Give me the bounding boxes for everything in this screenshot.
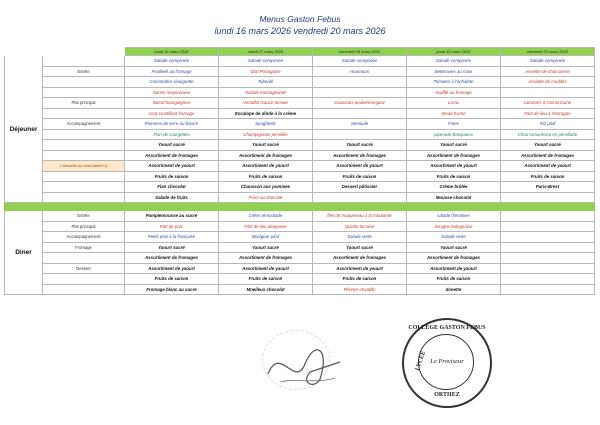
menu-row xyxy=(5,150,595,161)
dish-cell: Paris-Brest xyxy=(501,182,595,193)
dish-cell: Fruits de saison xyxy=(313,171,407,182)
category-label: Fromage xyxy=(43,242,125,253)
dish-cell xyxy=(501,242,595,253)
dish-cell: Assortiment de fromages xyxy=(313,253,407,264)
dish-cell: filet de maquereau à la moutarde xyxy=(313,211,407,222)
dish-cell: Yaourt sucré xyxy=(125,140,219,151)
dish-cell xyxy=(501,232,595,243)
dish-cell: Fruits de saison xyxy=(125,171,219,182)
dish-cell: Crème brûlée xyxy=(407,182,501,193)
dish-cell: Concombre vinaigrette xyxy=(125,77,219,88)
dish-cell: Vertaflot /sauce tomate xyxy=(219,98,313,109)
dish-cell xyxy=(501,87,595,98)
menu-row xyxy=(5,98,595,109)
category-label xyxy=(43,129,125,140)
menu-row xyxy=(5,56,595,67)
dish-cell: Yaourt sucré xyxy=(219,140,313,151)
menu-row xyxy=(5,232,595,243)
dish-cell: Pamplemousse au sucre xyxy=(125,211,219,222)
dish-cell: Assortiment de fromages xyxy=(407,150,501,161)
menu-row xyxy=(5,182,595,193)
dish-cell: Fruits de saison xyxy=(407,171,501,182)
dish-cell: Assortiment de yaourt xyxy=(407,161,501,172)
dish-cell: Taboulé xyxy=(219,77,313,88)
dish-cell xyxy=(501,211,595,222)
dish-cell: Assortiment de yaourt xyxy=(219,161,313,172)
dish-cell: Salade verte xyxy=(407,232,501,243)
menu-row xyxy=(5,242,595,253)
dish-cell: Flan chocolat xyxy=(125,182,219,193)
dish-cell: Fromage blanc au sucre xyxy=(125,284,219,295)
dish-cell: Poire au chocolat xyxy=(219,192,313,203)
category-label: 2 Desserts au choix (laitier+1) xyxy=(43,161,125,172)
dish-cell: Tomates à l'échalote xyxy=(407,77,501,88)
dish-cell: Assortiment de fromages xyxy=(313,150,407,161)
day-header: mercredi 18 mars 2026 xyxy=(313,48,407,56)
dish-cell: Yaourt sucré xyxy=(313,140,407,151)
dish-cell: piperade Basquaise xyxy=(407,129,501,140)
menu-row xyxy=(5,284,595,295)
stamp-top-text: COLLEGE GASTON FEBUS xyxy=(408,325,486,331)
page-title: Menus Gaston Febus xyxy=(259,14,341,24)
dish-cell: Petits pois à la française xyxy=(125,232,219,243)
dish-cell xyxy=(501,192,595,203)
dish-cell: Fruits de saison xyxy=(407,274,501,285)
menu-row xyxy=(5,263,595,274)
school-stamp xyxy=(402,318,492,408)
category-label xyxy=(43,182,125,193)
dish-cell: Assortiment de fromages xyxy=(407,253,501,264)
menu-row xyxy=(5,66,595,77)
dish-cell: Céleri rémoulade xyxy=(219,211,313,222)
signature xyxy=(260,334,350,394)
category-label xyxy=(43,77,125,88)
dish-cell xyxy=(501,221,595,232)
dish-cell: Pommes de terre au beurre xyxy=(125,119,219,130)
category-label xyxy=(43,108,125,119)
category-label xyxy=(43,284,125,295)
date-range: lundi 16 mars 2026 vendredi 20 mars 2026 xyxy=(214,26,386,36)
dish-cell: Assortiment de yaourt xyxy=(501,161,595,172)
stamp-left-text: LYCEE xyxy=(414,350,428,372)
dish-cell: Quiche lorraine xyxy=(313,221,407,232)
menu-row xyxy=(5,221,595,232)
dish-cell: Assortiment de fromages xyxy=(501,150,595,161)
day-header: lundi 16 mars 2026 xyxy=(125,48,219,56)
day-header: vendredi 20 mars 2026 xyxy=(501,48,595,56)
menu-row xyxy=(5,253,595,264)
dish-cell: Assortiment de fromages xyxy=(219,150,313,161)
dish-cell: Assiette de crudités xyxy=(501,77,595,88)
stamp-bottom-text: ORTHEZ xyxy=(434,392,460,398)
dish-cell: Filet de lieu dieppoise xyxy=(219,221,313,232)
dish-cell: Rôti de porc xyxy=(125,221,219,232)
dish-cell: Salade composée xyxy=(219,56,313,67)
dish-cell: Salade montagnarde xyxy=(219,87,313,98)
dish-cell: Moelleux chocolat xyxy=(219,284,313,295)
dish-cell: Dessert pâtissier xyxy=(313,182,407,193)
dish-cell: Assortiment de fromages xyxy=(219,253,313,264)
dish-cell: Feuilleté au fromage xyxy=(125,66,219,77)
dish-cell: Mousse chocolat xyxy=(407,192,501,203)
dish-cell: Salade composée xyxy=(501,56,595,67)
category-label: Plat principal xyxy=(43,98,125,109)
corner-cell xyxy=(43,48,125,56)
dish-cell: Couscous poulet/merguez xyxy=(313,98,407,109)
menu-row xyxy=(5,77,595,88)
dish-cell: donette xyxy=(407,284,501,295)
dish-cell: Champignons persillés xyxy=(219,129,313,140)
dish-cell: Assortiment de yaourt xyxy=(313,161,407,172)
category-label xyxy=(43,150,125,161)
dish-cell: Fruits de saison xyxy=(219,171,313,182)
diner-section xyxy=(5,211,595,295)
dish-cell: Assiette de charcuterie xyxy=(501,66,595,77)
category-label: Entrée xyxy=(43,211,125,222)
menu-row xyxy=(5,274,595,285)
dish-cell: Salade de fruits xyxy=(125,192,219,203)
category-label: Accompagnement xyxy=(43,119,125,130)
dish-cell: soufflé au fromage xyxy=(407,87,501,98)
dish-cell: Assortiment de yaourt xyxy=(407,263,501,274)
dish-cell: Fruits de saison xyxy=(313,274,407,285)
menu-row xyxy=(5,171,595,182)
dish-cell: Salade composée xyxy=(313,56,407,67)
dish-cell: Yaourt sucré xyxy=(407,242,501,253)
section-separator xyxy=(5,203,595,211)
dish-cell: Chou romanesco en persillade xyxy=(501,129,595,140)
category-label xyxy=(43,87,125,98)
menu-row xyxy=(5,129,595,140)
category-label xyxy=(43,56,125,67)
dish-cell: Yaourt sucré xyxy=(407,140,501,151)
category-label xyxy=(43,274,125,285)
menu-row xyxy=(5,140,595,151)
dish-cell xyxy=(313,129,407,140)
menu-row xyxy=(5,192,595,203)
dish-cell: Chausson aux pommes xyxy=(219,182,313,193)
dish-cell: salade d'endives xyxy=(407,211,501,222)
dish-cell: Salade verte xyxy=(313,232,407,243)
meal-label: Déjeuner xyxy=(5,56,43,203)
dish-cell: Lerac xyxy=(407,98,501,109)
dish-cell: Yaourt sucré xyxy=(219,242,313,253)
dejeuner-section xyxy=(5,56,595,203)
dish-cell xyxy=(313,87,407,98)
dish-cell xyxy=(501,284,595,295)
category-label: Accompagnement xyxy=(43,232,125,243)
dish-cell: croq-crustillant fromage xyxy=(125,108,219,119)
dish-cell: Yaourt sucré xyxy=(125,242,219,253)
dish-cell: Assortiment de yaourt xyxy=(313,263,407,274)
dish-cell xyxy=(313,108,407,119)
dish-cell: Surimi mayonnaise xyxy=(125,87,219,98)
dish-cell: Assortiment de yaourt xyxy=(125,161,219,172)
corner-cell xyxy=(5,48,43,56)
dish-cell: Steak haché xyxy=(407,108,501,119)
category-label xyxy=(43,171,125,182)
dish-cell: lasagne bolognaise xyxy=(407,221,501,232)
dish-cell: Fruits de saison xyxy=(501,171,595,182)
menu-row xyxy=(5,161,595,172)
day-header-row xyxy=(5,48,595,56)
dish-cell: Yaourt sucré xyxy=(313,242,407,253)
dish-cell: Salade composée xyxy=(407,56,501,67)
dish-cell xyxy=(313,192,407,203)
dish-cell: calamars à l'armoricaine xyxy=(501,98,595,109)
dish-cell: Assortiment de yaourt xyxy=(219,263,313,274)
stamp-center-text: Le Proviseur xyxy=(430,358,464,365)
menu-row xyxy=(5,119,595,130)
dish-cell: Assortiment de fromages xyxy=(125,253,219,264)
menu-row xyxy=(5,87,595,98)
dish-cell: Œuf Portugaise xyxy=(219,66,313,77)
dish-cell xyxy=(501,263,595,274)
dish-cell: Betteraves au mais xyxy=(407,66,501,77)
dish-cell xyxy=(501,274,595,285)
category-label xyxy=(43,253,125,264)
menu-row xyxy=(5,108,595,119)
dish-cell xyxy=(501,253,595,264)
dish-cell: Fruits de saison xyxy=(219,274,313,285)
dish-cell: Boeuf bourguignon xyxy=(125,98,219,109)
day-header: mardi 17 mars 2026 xyxy=(219,48,313,56)
dish-cell xyxy=(313,77,407,88)
dish-cell: Assortiment de fromages xyxy=(125,150,219,161)
dish-cell: Salade composée xyxy=(125,56,219,67)
dish-cell: Boulgour pilaf xyxy=(219,232,313,243)
dish-cell: Filet de lieu à l'estragon xyxy=(501,108,595,119)
day-header: jeudi 19 mars 2026 xyxy=(407,48,501,56)
dish-cell: Yaourt sucré xyxy=(501,140,595,151)
category-label: Plat principal xyxy=(43,221,125,232)
dish-cell: Houmous xyxy=(313,66,407,77)
category-label xyxy=(43,140,125,151)
category-label: Dessert xyxy=(43,263,125,274)
dish-cell: Pêches chantilly xyxy=(313,284,407,295)
dish-cell: Flan de courgettes xyxy=(125,129,219,140)
dish-cell: Fruits de saison xyxy=(125,274,219,285)
menu-row xyxy=(5,211,595,222)
dish-cell: Assortiment de yaourt xyxy=(125,263,219,274)
dish-cell: Escalope de dinde à la crème xyxy=(219,108,313,119)
dish-cell: Riz pilaf xyxy=(501,119,595,130)
category-label: Entrée xyxy=(43,66,125,77)
dish-cell: Semoule xyxy=(313,119,407,130)
dish-cell: Frites xyxy=(407,119,501,130)
category-label xyxy=(43,192,125,203)
meal-label: Diner xyxy=(5,211,43,295)
dish-cell: Spaghettis xyxy=(219,119,313,130)
menu-table xyxy=(4,47,595,295)
